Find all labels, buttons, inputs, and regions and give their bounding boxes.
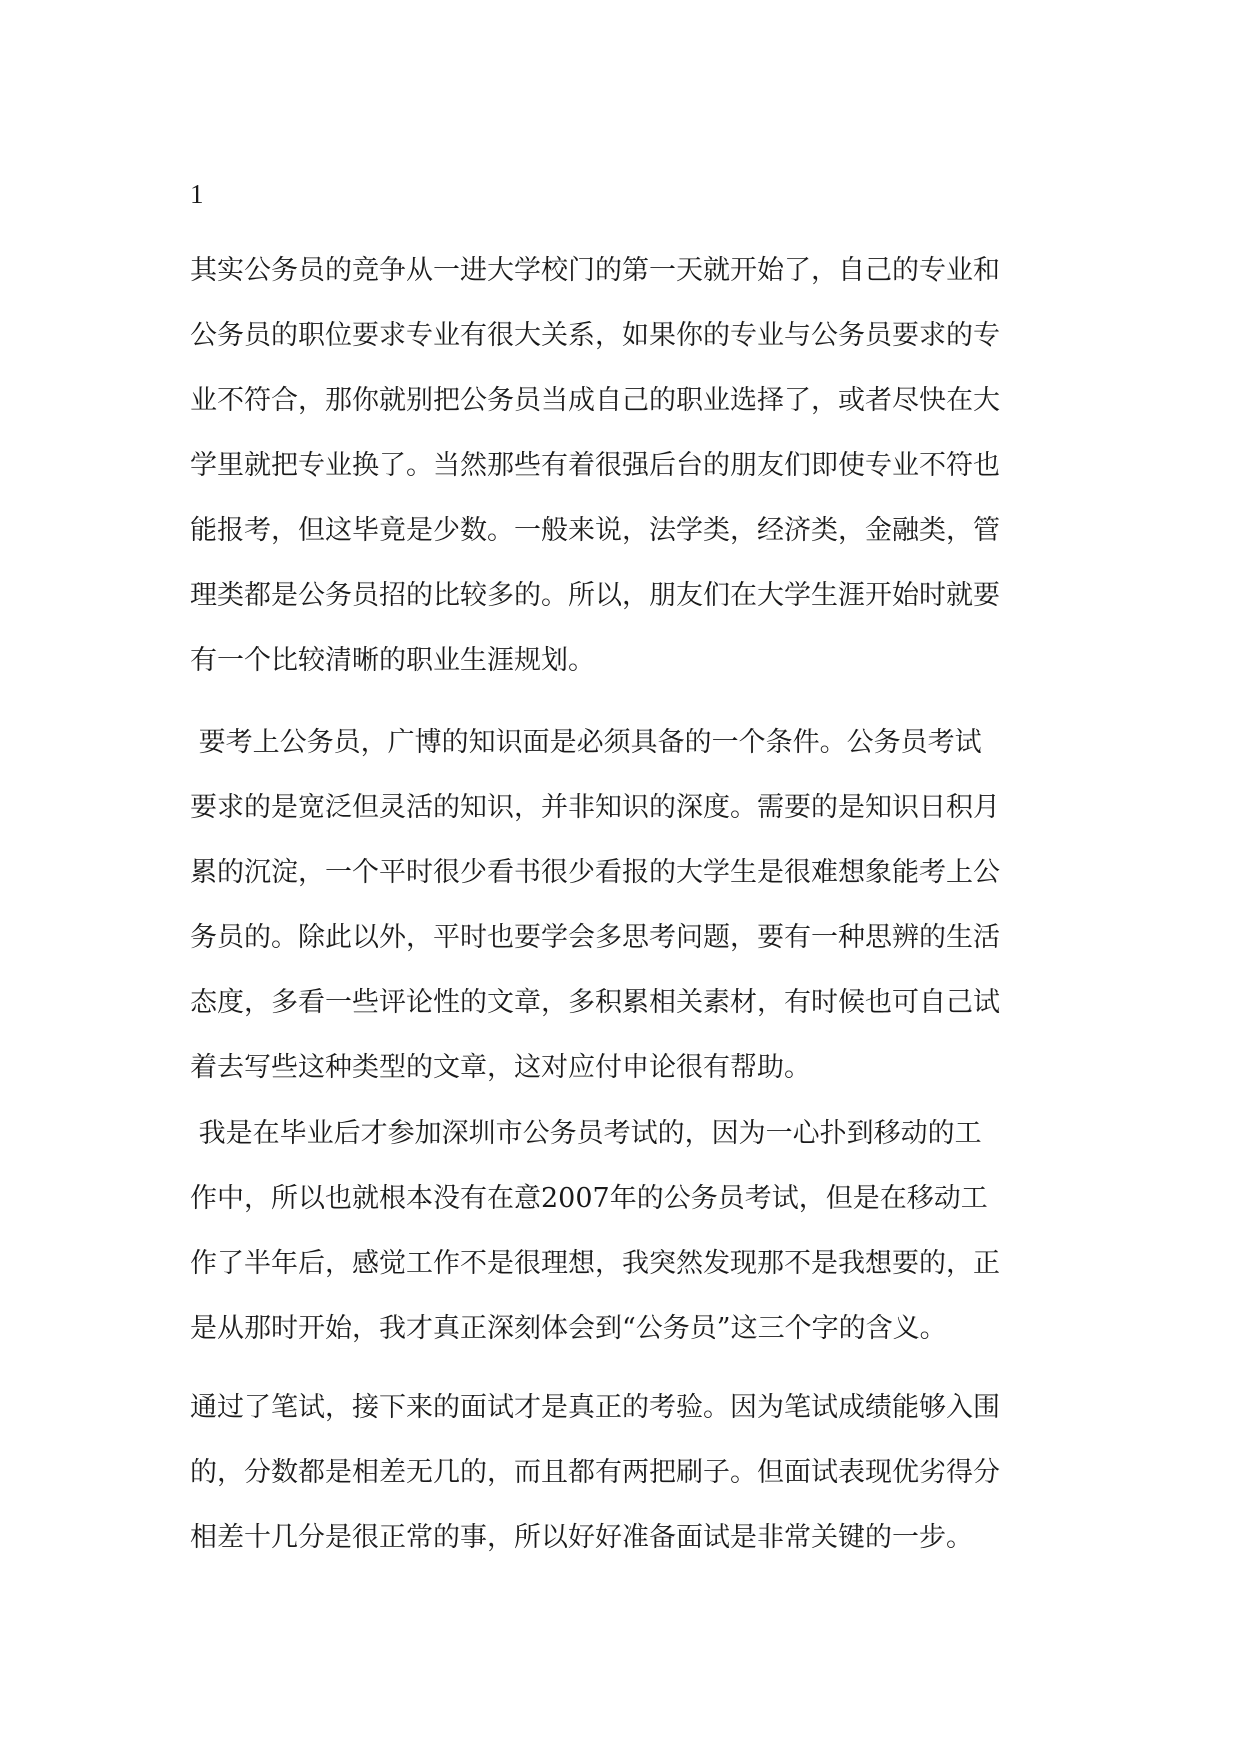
- paragraph-line: 理类都是公务员招的比较多的。所以，朋友们在大学生涯开始时就要: [190, 580, 1000, 611]
- paragraph-line: 其实公务员的竞争从一进大学校门的第一天就开始了，自己的专业和: [190, 255, 1000, 286]
- paragraph-line: 是从那时开始，我才真正深刻体会到“公务员”这三个字的含义。: [190, 1313, 947, 1344]
- paragraph-line: 作了半年后，感觉工作不是很理想，我突然发现那不是我想要的，正: [190, 1248, 1000, 1279]
- paragraph-line: 能报考，但这毕竟是少数。一般来说，法学类，经济类，金融类，管: [190, 515, 1000, 546]
- paragraph-line: 要求的是宽泛但灵活的知识，并非知识的深度。需要的是知识日积月: [190, 792, 1000, 823]
- paragraph-2: [190, 721, 1070, 1111]
- paragraph-line: 态度，多看一些评论性的文章，多积累相关素材，有时候也可自己试: [190, 987, 1000, 1018]
- paragraph-line: 通过了笔试，接下来的面试才是真正的考验。因为笔试成绩能够入围: [190, 1392, 1000, 1423]
- paragraph-4: [190, 1386, 1070, 1581]
- paragraph-line: 作中，所以也就根本没有在意2007年的公务员考试，但是在移动工: [190, 1183, 988, 1214]
- paragraph-line: 相差十几分是很正常的事，所以好好准备面试是非常关键的一步。: [190, 1522, 973, 1553]
- paragraph-line: 累的沉淀，一个平时很少看书很少看报的大学生是很难想象能考上公: [190, 857, 1000, 888]
- paragraph-line: 有一个比较清晰的职业生涯规划。: [190, 645, 595, 676]
- paragraph-line: 着去写些这种类型的文章，这对应付申论很有帮助。: [190, 1052, 811, 1083]
- paragraph-line: 公务员的职位要求专业有很大关系，如果你的专业与公务员要求的专: [190, 320, 1000, 351]
- paragraph-line: 我是在毕业后才参加深圳市公务员考试的，因为一心扑到移动的工: [190, 1118, 982, 1149]
- paragraph-line: 业不符合，那你就别把公务员当成自己的职业选择了，或者尽快在大: [190, 385, 1000, 416]
- paragraph-line: 学里就把专业换了。当然那些有着很强后台的朋友们即使专业不符也: [190, 450, 1000, 481]
- page-number: 1: [190, 179, 204, 209]
- paragraph-line: 务员的。除此以外，平时也要学会多思考问题，要有一种思辨的生活: [190, 922, 1000, 953]
- paragraph-line: 的，分数都是相差无几的，而且都有两把刷子。但面试表现优劣得分: [190, 1457, 1000, 1488]
- paragraph-1: [190, 249, 1070, 704]
- paragraph-line: 要考上公务员，广博的知识面是必须具备的一个条件。公务员考试: [190, 727, 982, 758]
- paragraph-3: [190, 1112, 1070, 1372]
